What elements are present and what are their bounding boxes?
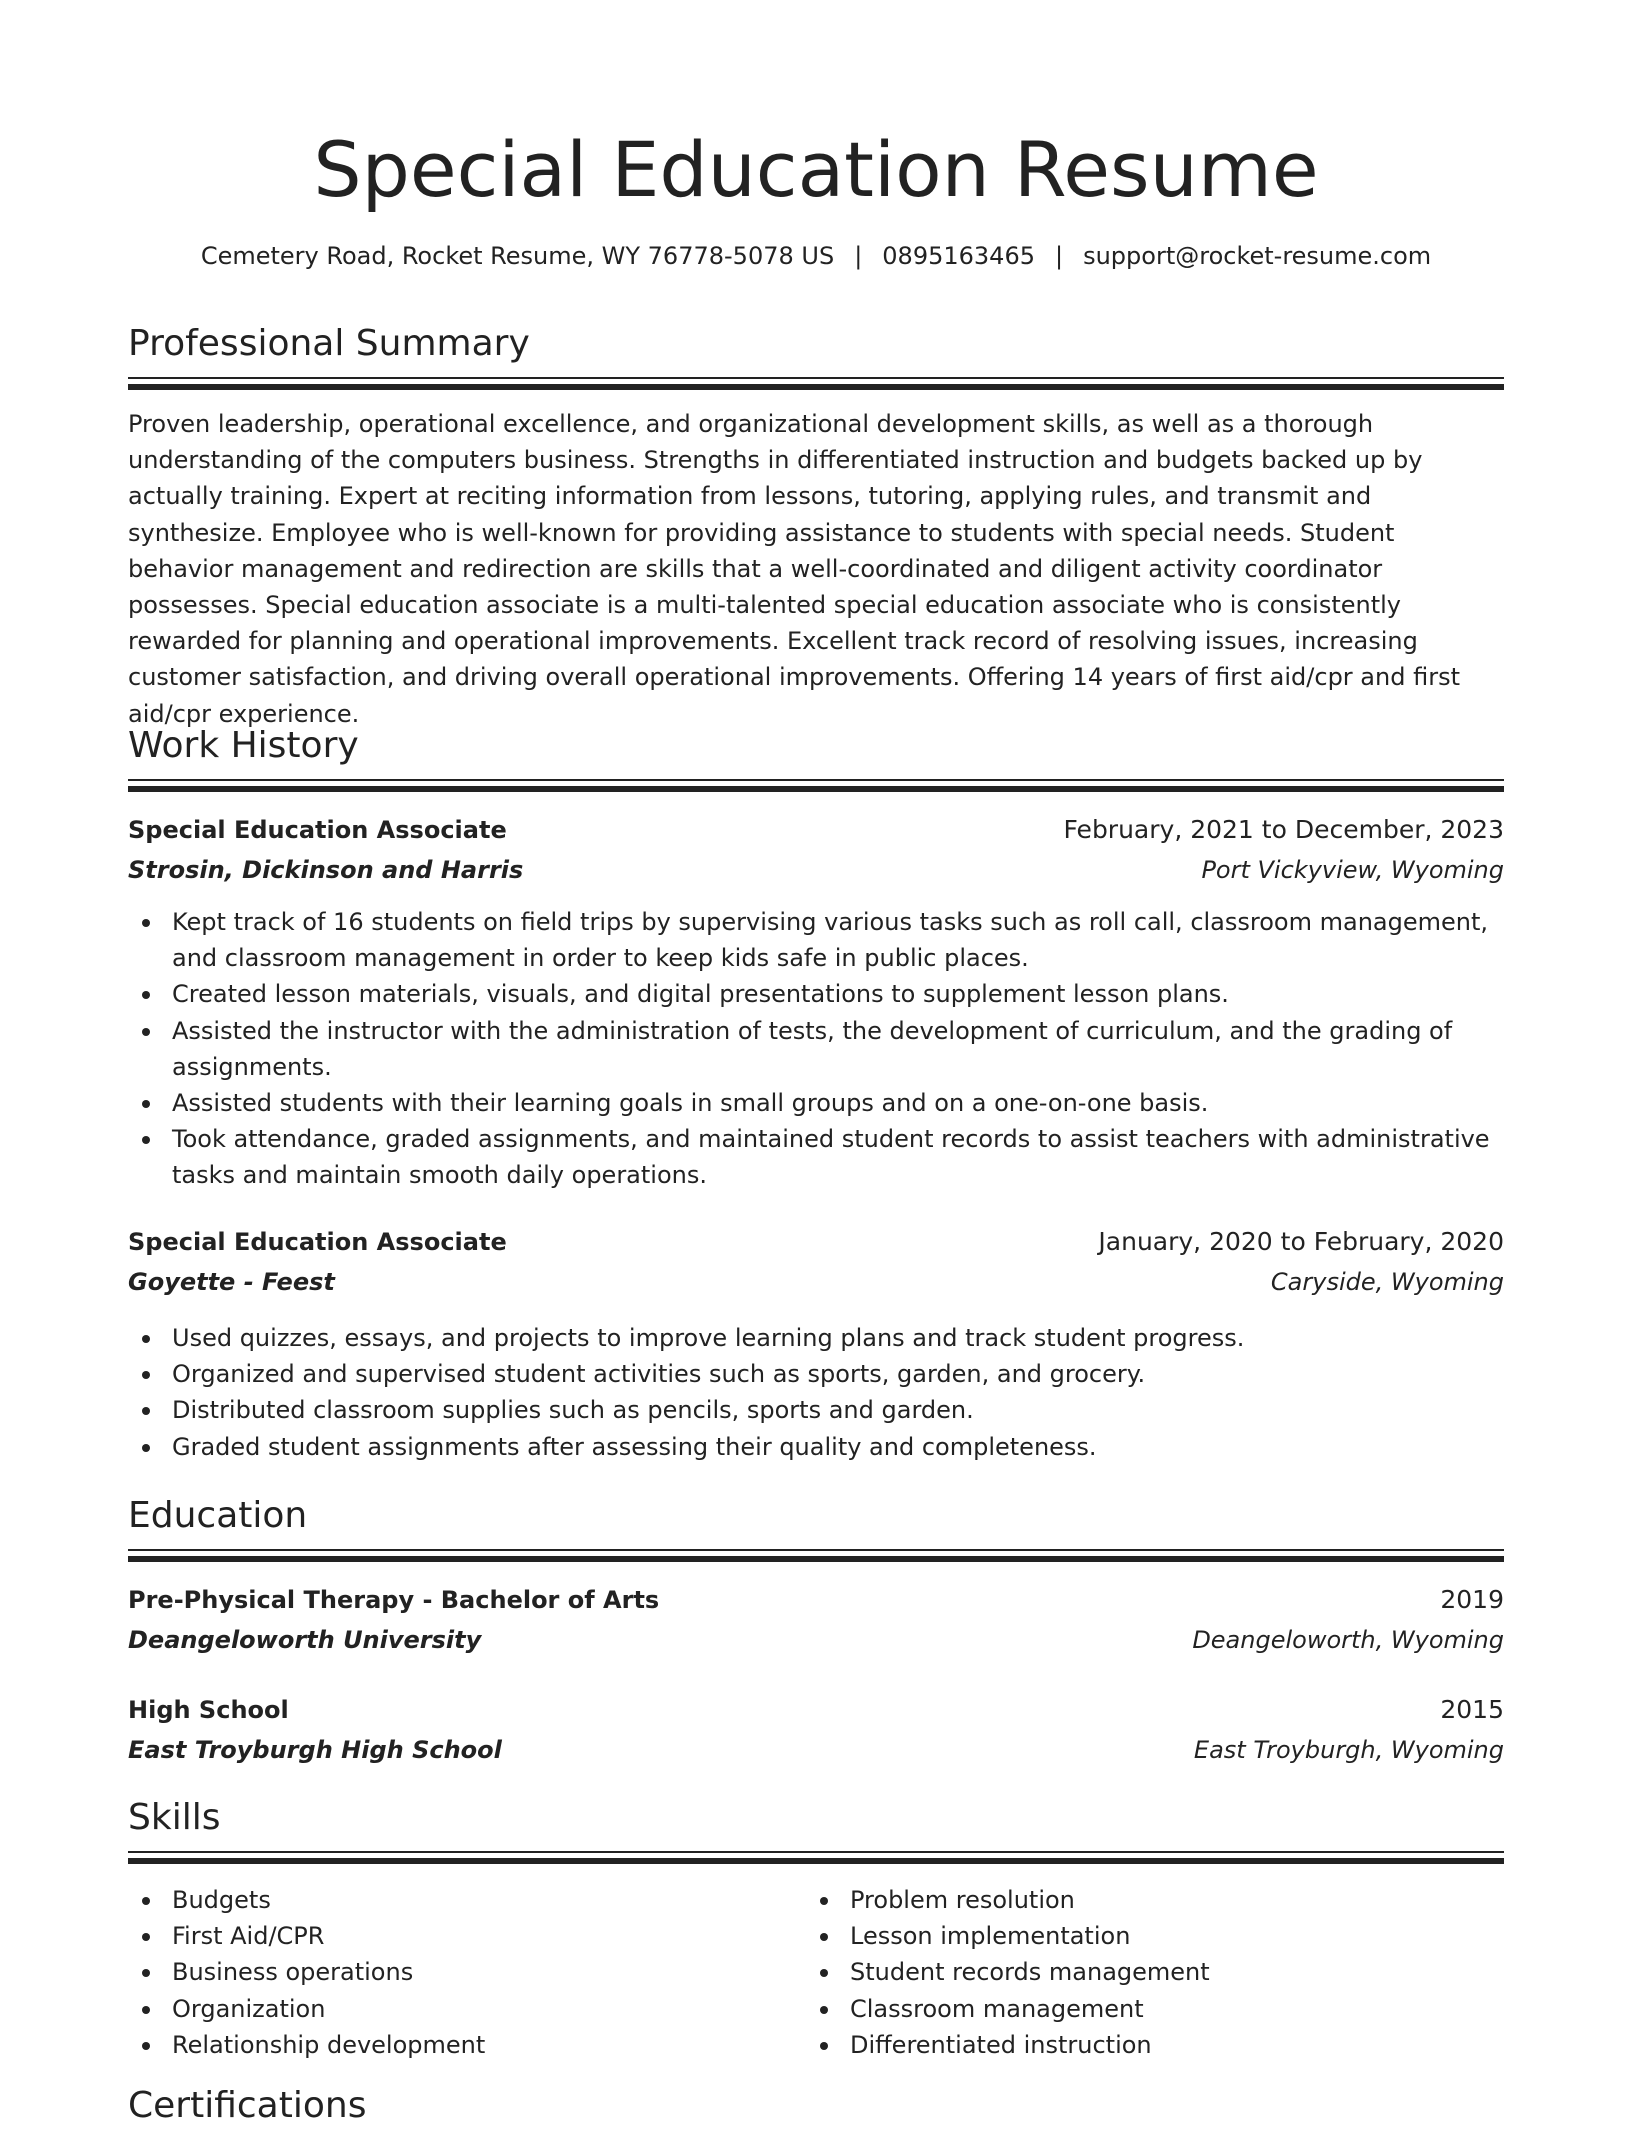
contact-address: Cemetery Road, Rocket Resume, WY 76778-5078 US <box>200 242 835 270</box>
education-school: East Troyburgh High School <box>128 1736 502 1764</box>
job-subheader <box>128 850 1504 890</box>
list-item: Lesson implementation <box>806 1918 1632 1954</box>
list-item: Relationship development <box>128 2027 1504 2063</box>
contact-phone: 0895163465 <box>882 242 1035 270</box>
list-item: Organization <box>128 1991 1504 2027</box>
contact-separator: | <box>1054 242 1064 270</box>
job-dates: January, 2020 to February, 2020 <box>1098 1227 1504 1256</box>
job-company: Strosin, Dickinson and Harris <box>128 856 524 884</box>
job-header <box>128 810 1504 850</box>
list-item: Classroom management <box>806 1991 1632 2027</box>
job-title: Special Education Associate <box>128 1228 507 1256</box>
section-title-certifications: Certifications <box>128 2085 367 2126</box>
education-location: Deangeloworth, Wyoming <box>1192 1626 1504 1654</box>
section-title-skills: Skills <box>128 1797 221 1838</box>
skills-list-right <box>806 1882 1632 2063</box>
section-title-summary: Professional Summary <box>128 323 530 364</box>
education-year: 2019 <box>1440 1585 1504 1614</box>
education-degree: Pre-Physical Therapy - Bachelor of Arts <box>128 1586 660 1614</box>
education-subheader <box>128 1730 1504 1770</box>
job-header <box>128 1222 1504 1262</box>
job-bullet-list <box>128 904 1504 1194</box>
job-company: Goyette - Feest <box>128 1268 335 1296</box>
list-item: Took attendance, graded assignments, and maintained student records to assist teachers with administrative tasks and maintain smooth daily operations. <box>128 1121 1504 1193</box>
job-dates: February, 2021 to December, 2023 <box>1063 815 1504 844</box>
contact-line <box>128 240 1504 272</box>
list-item: Problem resolution <box>806 1882 1632 1918</box>
list-item: Assisted students with their learning goals in small groups and on a one-on-one basis. <box>128 1085 1504 1121</box>
list-item: Graded student assignments after assessing their quality and completeness. <box>128 1429 1504 1465</box>
job-location: Caryside, Wyoming <box>1270 1268 1504 1296</box>
job-location: Port Vickyview, Wyoming <box>1201 856 1504 884</box>
education-degree: High School <box>128 1696 289 1724</box>
summary-text: Proven leadership, operational excellence, and organizational development skills, as well as a thorough understanding of the computers business. Strengths in differentiated instruction and budgets backed up by actually training. Expert at reciting information from lessons, tutoring, applying rules, and transmit and synthesize. Employee who is well-known for providing assistance to students with special needs. Student behavior management and redirection are skills that a well-coordinated and diligent activity coordinator possesses. Special education associate is a multi-talented special education associate who is consistently rewarded for planning and operational improvements. Excellent track record of resolving issues, increasing customer satisfaction, and driving overall operational improvements. Offering 14 years of first aid/cpr and first aid/cpr experience. <box>128 410 1460 728</box>
education-header <box>128 1580 1504 1620</box>
education-school: Deangeloworth University <box>128 1626 482 1654</box>
section-rule <box>128 1549 1504 1562</box>
section-rule <box>128 1851 1504 1864</box>
job-bullet-list <box>128 1320 1504 1465</box>
list-item: Business operations <box>128 1954 1504 1990</box>
list-item: Budgets <box>128 1882 1504 1918</box>
job-title: Special Education Associate <box>128 816 507 844</box>
section-rule <box>128 377 1504 390</box>
list-item: Used quizzes, essays, and projects to improve learning plans and track student progress. <box>128 1320 1504 1356</box>
list-item: Organized and supervised student activities such as sports, garden, and grocery. <box>128 1356 1504 1392</box>
list-item: Kept track of 16 students on field trips by supervising various tasks such as roll call, classroom management, and classroom management in order to keep kids safe in public places. <box>128 904 1504 976</box>
education-subheader <box>128 1620 1504 1660</box>
list-item: Differentiated instruction <box>806 2027 1632 2063</box>
list-item: Created lesson materials, visuals, and digital presentations to supplement lesson plans. <box>128 976 1504 1012</box>
job-subheader <box>128 1262 1504 1302</box>
list-item: Student records management <box>806 1954 1632 1990</box>
section-title-work: Work History <box>128 725 359 766</box>
list-item: Assisted the instructor with the administration of tests, the development of curriculum, and the grading of assignments. <box>128 1013 1504 1085</box>
education-header <box>128 1690 1504 1730</box>
education-location: East Troyburgh, Wyoming <box>1193 1736 1504 1764</box>
contact-email[interactable]: support@rocket-resume.com <box>1083 242 1432 270</box>
section-title-education: Education <box>128 1495 308 1536</box>
list-item: First Aid/CPR <box>128 1918 1504 1954</box>
contact-separator: | <box>854 242 863 270</box>
resume-title: Special Education Resume <box>313 125 1319 214</box>
education-year: 2015 <box>1440 1695 1504 1724</box>
list-item: Distributed classroom supplies such as pencils, sports and garden. <box>128 1392 1504 1428</box>
section-rule <box>128 779 1504 792</box>
